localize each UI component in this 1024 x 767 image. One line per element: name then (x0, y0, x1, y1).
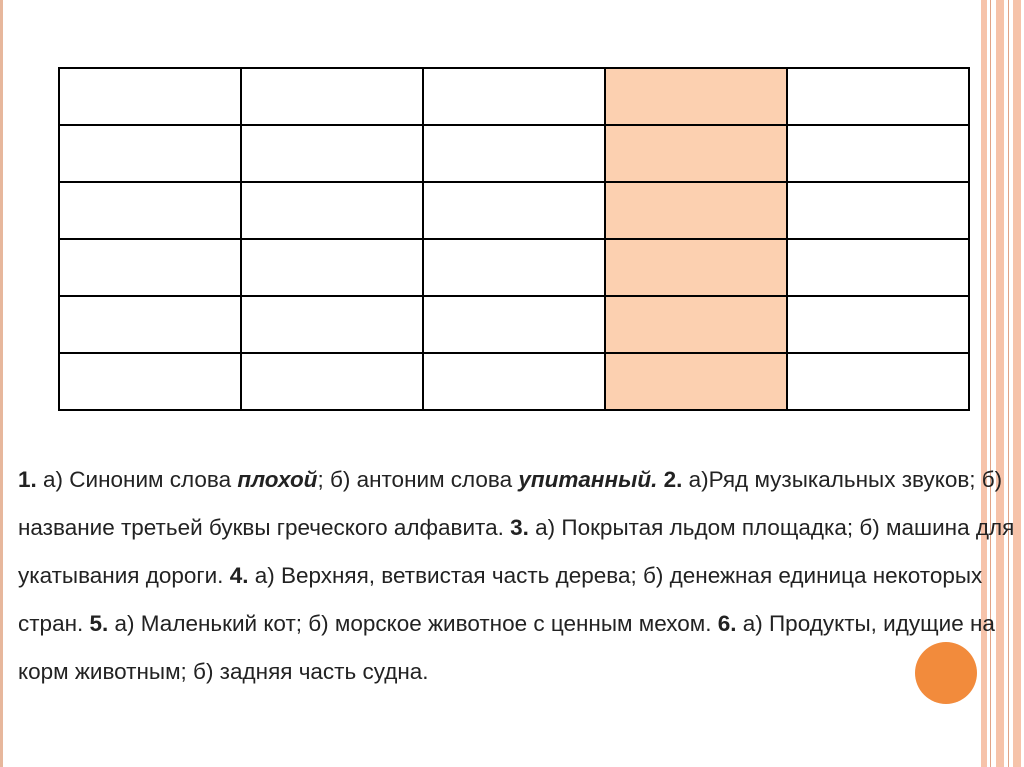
grid-cell (423, 68, 605, 125)
grid-row (59, 68, 969, 125)
crossword-grid (58, 67, 970, 411)
grid-cell (241, 296, 423, 353)
grid-cell (423, 125, 605, 182)
task-number: 1. (18, 467, 37, 492)
grid-cell (241, 239, 423, 296)
grid-cell (787, 68, 969, 125)
grid-cell (787, 353, 969, 410)
grid-cell (59, 182, 241, 239)
grid-cell-highlighted (605, 296, 787, 353)
task-text: а) Верхняя, ветвистая часть дерева; б) денежная единица некоторых стран. (18, 563, 983, 636)
task-text: а) Покрытая льдом площадка; б) машина для укатывания дороги. (18, 515, 1015, 588)
task-word: плохой (237, 467, 318, 492)
grid-cell (241, 353, 423, 410)
grid-cell (59, 353, 241, 410)
grid-cell (787, 296, 969, 353)
grid-cell (423, 182, 605, 239)
grid-row (59, 125, 969, 182)
task-text: а) Продукты, идущие на корм животным; б) задняя часть судна. (18, 611, 995, 684)
grid-cell (423, 239, 605, 296)
task-number: 4. (223, 563, 249, 588)
task-number: 5. (83, 611, 109, 636)
task-text: а) Синоним слова (36, 467, 238, 492)
grid-cell-highlighted (605, 182, 787, 239)
task-text: а) Маленький кот; б) морское животное с ценным мехом. (108, 611, 712, 636)
grid-cell (241, 68, 423, 125)
task-number: 3. (503, 515, 529, 540)
task-number: 2. (657, 467, 683, 492)
grid-cell (241, 125, 423, 182)
task-word: упитанный. (518, 467, 658, 492)
grid-row (59, 353, 969, 410)
grid-cell (423, 353, 605, 410)
grid-row (59, 296, 969, 353)
grid-cell-highlighted (605, 239, 787, 296)
grid-cell (787, 182, 969, 239)
task-number: 6. (711, 611, 737, 636)
grid-cell (423, 296, 605, 353)
grid-cell (59, 68, 241, 125)
grid-cell (59, 125, 241, 182)
grid-cell (59, 296, 241, 353)
grid-cell (241, 182, 423, 239)
grid-cell (787, 125, 969, 182)
grid-row (59, 239, 969, 296)
task-list (18, 456, 1018, 696)
grid-cell (787, 239, 969, 296)
task-text: а)Ряд музыкальных звуков; б) название третьей буквы греческого алфавита. (18, 467, 1003, 540)
grid-cell-highlighted (605, 353, 787, 410)
left-border-line (0, 0, 3, 767)
grid-row (59, 182, 969, 239)
grid-cell-highlighted (605, 125, 787, 182)
task-text: ; б) антоним слова (317, 467, 519, 492)
grid-cell (59, 239, 241, 296)
grid-cell-highlighted (605, 68, 787, 125)
